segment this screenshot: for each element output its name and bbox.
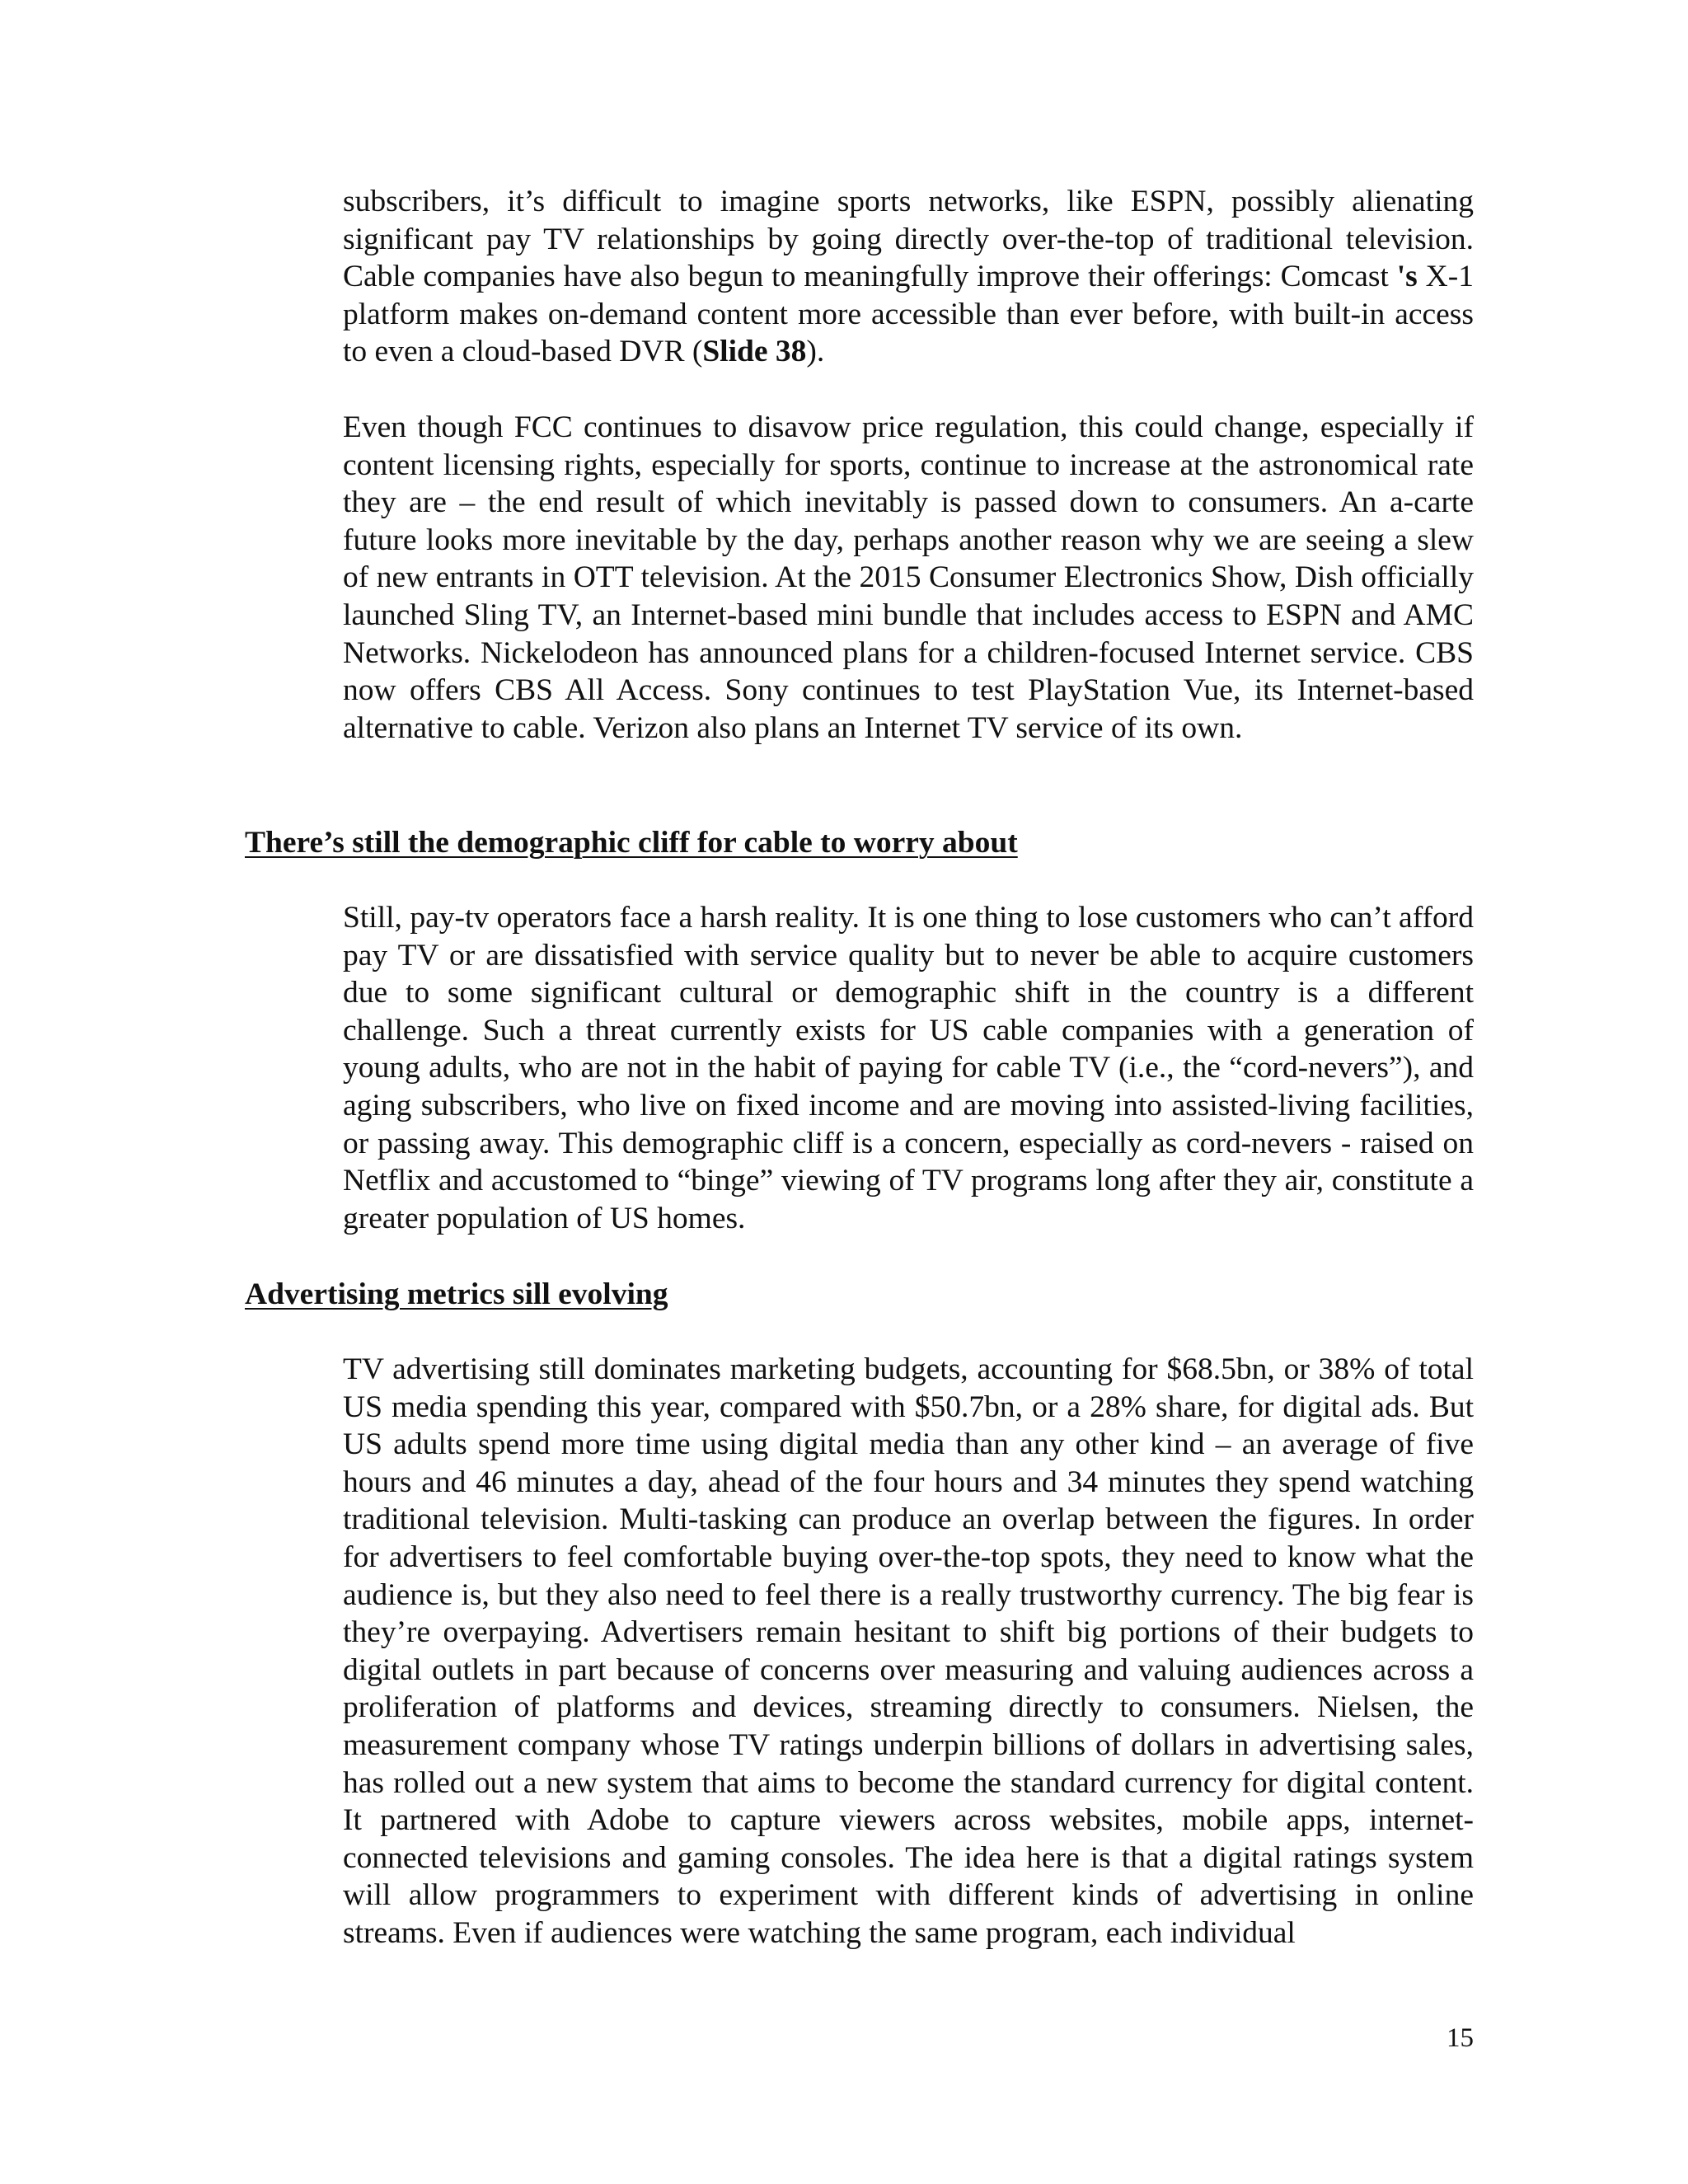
heading-demographic-cliff: There’s still the demographic cliff for cable to worry about bbox=[245, 826, 1018, 860]
paragraph-cable-offerings bbox=[343, 183, 1474, 371]
paragraph-demographic-cliff: Still, pay-tv operators face a harsh reality. It is one thing to lose customers who can’t afford pay TV or are dissatisfied with service quality but to never be able to acquire customers due to some significant cultural or demographic shift in the country is a different challenge. Such a threat currently exists for US cable companies with a generation of young adults, who are not in the habit of paying for cable TV (i.e., the “cord-nevers”), and aging subscribers, who live on fixed income and are moving into assisted-living facilities, or passing away. This demographic cliff is a concern, especially as cord-nevers - raised on Netflix and accustomed to “binge” viewing of TV programs long after they air, constitute a greater population of US homes. bbox=[343, 901, 1474, 1235]
paragraph-1-text-a: subscribers, it’s difficult to imagine sports networks, like ESPN, possibly alienating significant pay TV relationships by going directly over-the-top of traditional television. Cable companies have also begun to meaningfully improve their offerings: Comcast bbox=[343, 185, 1474, 294]
page-number: 15 bbox=[1447, 2023, 1474, 2053]
paragraph-1-text-b: X-1 platform makes on-demand content more accessible than ever before, with built-in access to even a cloud-based DVR ( bbox=[343, 260, 1474, 369]
paragraph-1-bold-possessive: 's bbox=[1396, 260, 1418, 294]
slide-reference: Slide 38 bbox=[702, 335, 807, 369]
paragraph-advertising-metrics: TV advertising still dominates marketing budgets, accounting for $68.5bn, or 38% of total US media spending this year, compared with $50.7bn, or a 28% share, for digital ads. But US adults spend more time using digital media than any other kind – an average of five hours and 46 minutes a day, ahead of the four hours and 34 minutes they spend watching traditional television. Multi-tasking can produce an overlap between the figures. In order for advertisers to feel comfortable buying over-the-top spots, they need to know what the audience is, but they also need to feel there is a really trustworthy currency. The big fear is they’re overpaying. Advertisers remain hesitant to shift big portions of their budgets to digital outlets in part because of concerns over measuring and valuing audiences across a proliferation of platforms and devices, streaming directly to consumers. Nielsen, the measurement company whose TV ratings underpin billions of dollars in advertising sales, has rolled out a new system that aims to become the standard currency for digital content. It partnered with Adobe to capture viewers across websites, mobile apps, internet-connected televisions and gaming consoles. The idea here is that a digital ratings system will allow programmers to experiment with different kinds of advertising in online streams. Even if audiences were watching the same program, each individual bbox=[343, 1352, 1474, 1950]
heading-advertising-metrics: Advertising metrics sill evolving bbox=[245, 1277, 668, 1311]
paragraph-1-text-c: ). bbox=[806, 335, 825, 369]
paragraph-ott-entrants: Even though FCC continues to disavow price regulation, this could change, especially if content licensing rights, especially for sports, continue to increase at the astronomical rate they are – the end result of which inevitably is passed down to consumers. An a-carte future looks more inevitable by the day, perhaps another reason why we are seeing a slew of new entrants in OTT television. At the 2015 Consumer Electronics Show, Dish officially launched Sling TV, an Internet-based mini bundle that includes access to ESPN and AMC Networks. Nickelodeon has announced plans for a children-focused Internet service. CBS now offers CBS All Access. Sony continues to test PlayStation Vue, its Internet-based alternative to cable. Verizon also plans an Internet TV service of its own. bbox=[343, 410, 1474, 745]
